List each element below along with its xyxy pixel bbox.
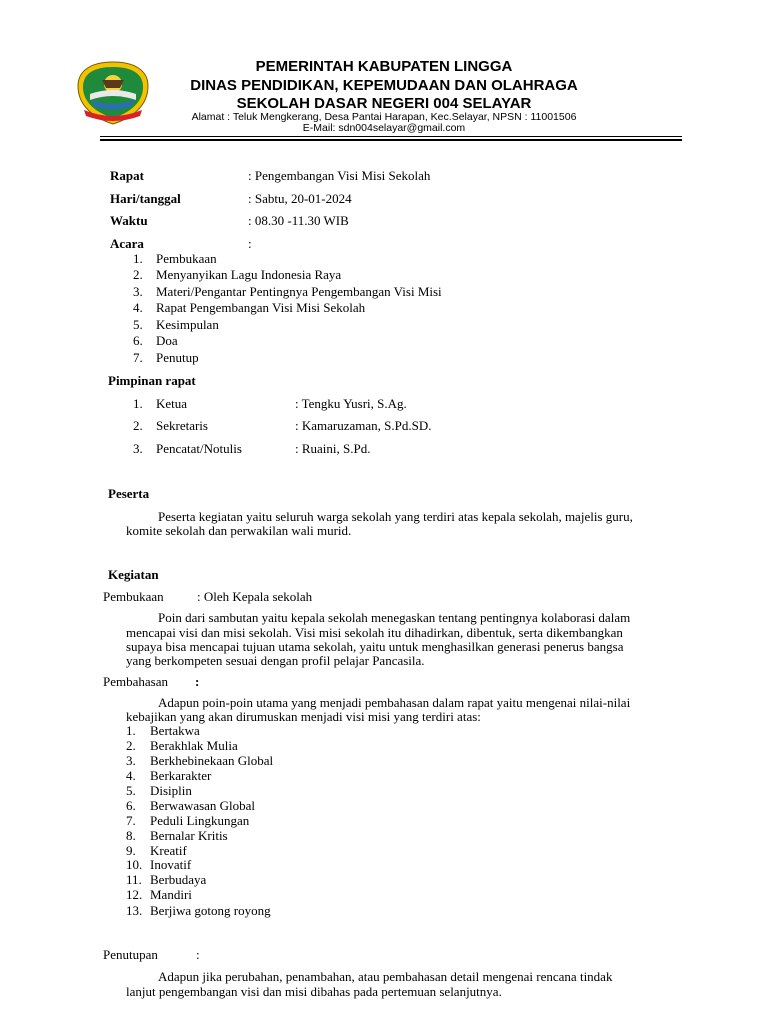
- header-department: DINAS PENDIDIKAN, KEPEMUDAAN DAN OLAHRAGA: [190, 77, 578, 94]
- pimpinan-heading: Pimpinan rapat: [108, 373, 196, 388]
- pimpinan-role: Pencatat/Notulis: [156, 441, 242, 456]
- acara-label: Acara: [110, 236, 144, 251]
- value-num: 9.: [126, 843, 136, 858]
- kegiatan-heading: Kegiatan: [108, 567, 159, 582]
- agenda-item: Doa: [156, 333, 178, 348]
- value-item: Disiplin: [150, 783, 192, 798]
- value-item: Inovatif: [150, 857, 192, 872]
- value-num: 8.: [126, 828, 136, 843]
- pimpinan-role: Ketua: [156, 396, 188, 411]
- agenda-item: Penutup: [156, 350, 199, 365]
- value-num: 5.: [126, 783, 136, 798]
- pembahasan-colon: :: [195, 674, 200, 689]
- value-num: 2.: [126, 738, 136, 753]
- pimpinan-name: : Ruaini, S.Pd.: [295, 441, 371, 456]
- header-divider-bottom: [100, 139, 682, 141]
- header-school: SEKOLAH DASAR NEGERI 004 SELAYAR: [236, 95, 532, 112]
- agenda-num: 2.: [133, 267, 143, 282]
- peserta-text-line: komite sekolah dan perwakilan wali murid.: [126, 523, 352, 538]
- value-item: Peduli Lingkungan: [150, 813, 250, 828]
- header-address: Alamat : Teluk Mengkerang, Desa Pantai Harapan, Kec.Selayar, NPSN : 11001506: [191, 111, 577, 123]
- value-item: Berkhebinekaan Global: [150, 753, 274, 768]
- penutupan-label: Penutupan: [103, 947, 158, 962]
- tanggal-label: Hari/tanggal: [110, 191, 181, 206]
- penutupan-text-line: Adapun jika perubahan, penambahan, atau pembahasan detail mengenai rencana tindak: [158, 969, 613, 984]
- value-num: 13.: [126, 903, 143, 918]
- header-email: E-Mail: sdn004selayar@gmail.com: [302, 122, 466, 134]
- value-num: 6.: [126, 798, 136, 813]
- pembukaan-text-line: mencapai visi dan misi sekolah. Visi misi sekolah itu dihadirkan, dibentuk, serta dikembangkan: [126, 625, 623, 640]
- pimpinan-name: : Kamaruzaman, S.Pd.SD.: [295, 418, 432, 433]
- header-divider-top: [100, 136, 682, 137]
- value-item: Bernalar Kritis: [150, 828, 228, 843]
- rapat-value: : Pengembangan Visi Misi Sekolah: [248, 168, 431, 183]
- agenda-num: 3.: [133, 284, 143, 299]
- pembukaan-value: : Oleh Kepala sekolah: [197, 589, 313, 604]
- agenda-num: 4.: [133, 300, 143, 315]
- peserta-text-line: Peserta kegiatan yaitu seluruh warga sekolah yang terdiri atas kepala sekolah, majelis guru,: [158, 509, 633, 524]
- agenda-item: Pembukaan: [156, 251, 217, 266]
- agenda-num: 7.: [133, 350, 143, 365]
- pembahasan-text-line: Adapun poin-poin utama yang menjadi pembahasan dalam rapat yaitu mengenai nilai-nilai: [158, 695, 631, 710]
- pimpinan-num: 2.: [133, 418, 143, 433]
- pembukaan-text-line: Poin dari sambutan yaitu kepala sekolah menegaskan tentang pentingnya kolaborasi dalam: [158, 610, 631, 625]
- value-item: Berkarakter: [150, 768, 212, 783]
- penutupan-colon: :: [196, 947, 200, 962]
- peserta-heading: Peserta: [108, 486, 150, 501]
- pembukaan-text-line: yang berkompeten sesuai dengan profil pelajar Pancasila.: [126, 653, 425, 668]
- value-num: 11.: [126, 872, 142, 887]
- value-item: Berwawasan Global: [150, 798, 256, 813]
- agenda-item: Materi/Pengantar Pentingnya Pengembangan Visi Misi: [156, 284, 442, 299]
- value-num: 7.: [126, 813, 136, 828]
- agenda-num: 6.: [133, 333, 143, 348]
- value-num: 4.: [126, 768, 136, 783]
- value-item: Mandiri: [150, 887, 192, 902]
- acara-colon: :: [248, 236, 252, 251]
- waktu-label: Waktu: [110, 213, 148, 228]
- tanggal-value: : Sabtu, 20-01-2024: [248, 191, 352, 206]
- value-item: Berbudaya: [150, 872, 207, 887]
- pembukaan-text-line: supaya bisa mencapai tujuan utama sekolah, yaitu untuk menghasilkan generasi penerus bangsa: [126, 639, 624, 654]
- rapat-label: Rapat: [110, 168, 144, 183]
- header-government: PEMERINTAH KABUPATEN LINGGA: [255, 58, 513, 75]
- agenda-num: 1.: [133, 251, 143, 266]
- value-num: 10.: [126, 857, 143, 872]
- pembahasan-label: Pembahasan: [103, 674, 168, 689]
- pembahasan-text-line: kebajikan yang akan dirumuskan menjadi visi misi yang terdiri atas:: [126, 709, 481, 724]
- value-item: Kreatif: [150, 843, 187, 858]
- value-item: Bertakwa: [150, 723, 200, 738]
- pembukaan-label: Pembukaan: [103, 589, 164, 604]
- agenda-item: Menyanyikan Lagu Indonesia Raya: [156, 267, 342, 282]
- agenda-item: Kesimpulan: [156, 317, 219, 332]
- waktu-value: : 08.30 -11.30 WIB: [248, 213, 349, 228]
- value-num: 3.: [126, 753, 136, 768]
- agenda-item: Rapat Pengembangan Visi Misi Sekolah: [156, 300, 366, 315]
- value-item: Berakhlak Mulia: [150, 738, 238, 753]
- value-item: Berjiwa gotong royong: [150, 903, 271, 918]
- pimpinan-name: : Tengku Yusri, S.Ag.: [295, 396, 407, 411]
- pimpinan-num: 1.: [133, 396, 143, 411]
- value-num: 1.: [126, 723, 136, 738]
- agenda-num: 5.: [133, 317, 143, 332]
- penutupan-text-line: lanjut pengembangan visi dan misi dibahas pada pertemuan selanjutnya.: [126, 984, 502, 999]
- pimpinan-role: Sekretaris: [156, 418, 208, 433]
- pimpinan-num: 3.: [133, 441, 143, 456]
- value-num: 12.: [126, 887, 143, 902]
